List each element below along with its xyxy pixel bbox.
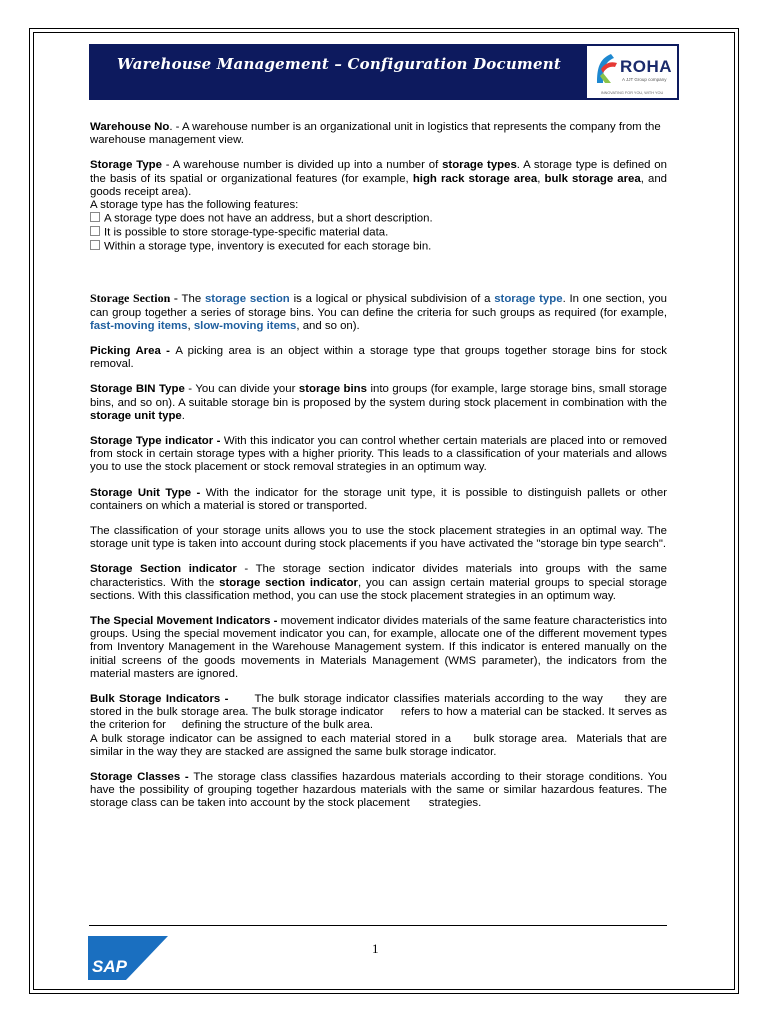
term-warehouse-no: Warehouse No (90, 121, 170, 133)
text: - A warehouse number is divided up into a number of (161, 159, 443, 172)
sap-logo (88, 936, 168, 980)
text: The bulk storage indicator classifies materials according to the way they are stored in the bulk storage area. The bulk storage indicator refers to how a material can be stacked. It serves as the criterion for defining the structure of the bulk area. (90, 693, 671, 732)
para-storage-unit-classification: The classification of your storage units allows you to use the stock placement strategies in an optimal way. The storage unit type is taken into account during stock placements if you have activated the "storage bin type search". (90, 524, 667, 551)
para-picking-area (90, 345, 667, 371)
bold-text: bulk storage area (544, 172, 641, 185)
text: . - A warehouse number is an organizational unit in logistics that represents the company from the warehouse management view. (90, 121, 661, 147)
checkbox-bullet-icon (90, 240, 100, 250)
text: The storage class classifies hazardous materials according to their storage conditions. You have the possibility of grouping together hazardous materials with the same or similar hazardous features. The storage class can be taken into account by the stock placement strategies. (90, 771, 686, 810)
link-storage-type[interactable]: storage type (494, 293, 563, 306)
bold-text: storage unit type (90, 409, 182, 422)
document-title: Warehouse Management – Configuration Document (117, 55, 561, 73)
para-storage-section (90, 292, 667, 333)
para-storage-unit-type (90, 487, 667, 513)
term-bulk-storage: Bulk Storage Indicators - (90, 693, 233, 705)
term-picking-area: Picking Area - (90, 344, 176, 357)
text: With the indicator for the storage unit type, it is possible to distinguish pallets or other containers on which a material is stored or transported. (90, 486, 668, 512)
term-storage-type: Storage Type (90, 159, 162, 172)
list-item (90, 240, 667, 254)
bold-text: storage types (442, 159, 517, 172)
term-storage-classes: Storage Classes - (90, 771, 194, 784)
text: , (537, 172, 545, 185)
footer-divider (89, 925, 667, 926)
link-storage-section[interactable]: storage section (204, 293, 290, 306)
term-storage-unit-type: Storage Unit Type - (90, 486, 206, 499)
para-storage-classes (90, 771, 686, 811)
features-intro: A storage type has the following features: (90, 199, 299, 212)
text: is a logical or physical subdivision of a (289, 293, 495, 306)
roha-logo-mark-icon (591, 51, 619, 85)
term-storage-bin-type: Storage BIN Type (90, 383, 185, 396)
roha-logo-subtext: A JJT Group company (622, 77, 667, 82)
bold-text: storage bins (298, 383, 367, 396)
checkbox-bullet-icon (90, 212, 100, 222)
para-storage-section-indicator (90, 563, 667, 603)
document-body (90, 121, 686, 811)
link-fast-moving-items[interactable]: fast-moving items (90, 319, 188, 332)
text: - You can divide your (184, 383, 299, 396)
list-item (90, 226, 667, 240)
para-storage-type-indicator (90, 435, 667, 475)
checkbox-bullet-icon (90, 226, 100, 236)
term-storage-type-indicator: Storage Type indicator - (90, 434, 224, 447)
text: A picking area is an object within a storage type that groups together storage bins for stock removal. (90, 344, 667, 371)
sap-logo-text: SAP (92, 957, 127, 976)
text: into groups (for example, large storage bins, small storage bins, and so on). A suitable storage bin is proposed by the system during stock placement in combination with the (90, 383, 667, 409)
text: The (181, 293, 205, 306)
para-warehouse-no (90, 121, 667, 147)
roha-logo-tagline: INNOVATING FOR YOU, WITH YOU (600, 91, 664, 95)
roha-logo-text: ROHA (620, 57, 673, 76)
text: , and goods receipt area). (90, 172, 667, 198)
text: , you can assign certain material groups to special storage sections. With this classification method, you can use the stock placement strategies in an optimum way. (90, 576, 667, 602)
page-number: 1 (372, 941, 379, 956)
text: A storage type does not have an address, but a short description. (104, 212, 433, 225)
text: , (187, 319, 194, 332)
term-storage-section-indicator: Storage Section indicator (90, 563, 237, 576)
text: . (181, 409, 185, 422)
text: movement indicator divides materials of the same feature characteristics into groups. Using the special movement indicator you can, for example, allocate one of the different movement types from Inventory Management in the Warehouse Management system. If this indicator is entered manually on the initial screens of the goods movements in Materials Management (WMS parameter), the indicators from the material masters are ignored. (90, 614, 667, 680)
link-slow-moving-items[interactable]: slow-moving items (193, 319, 297, 332)
term-special-movement: The Special Movement Indicators - (90, 614, 281, 627)
document-header (89, 44, 679, 100)
term-storage-section: Storage Section - (90, 291, 182, 306)
text: - The storage section indicator divides materials into groups with the same characteristics. With the (90, 563, 667, 589)
bold-text: storage section indicator (219, 576, 358, 589)
para-storage-bin-type (90, 383, 667, 423)
text: . In one section, you can group together a series of storage bins. You can define the criteria for such groups as required (for example, (90, 293, 668, 319)
text: , and so on). (296, 319, 360, 332)
text: With this indicator you can control whether certain materials are placed into or removed from stock in certain storage types with a higher priority. This leads to a classification of your materials and allows you to use the stock placement or stock removal strategies in an optimum way. (90, 434, 667, 474)
text: It is possible to store storage-type-specific material data. (104, 226, 389, 239)
bulk-storage-text2: A bulk storage indicator can be assigned to each material stored in a bulk storage area. Materials that are similar in the way they are stacked are assigned the same bulk storage indicator. (90, 732, 671, 758)
text: Within a storage type, inventory is executed for each storage bin. (104, 240, 432, 253)
para-special-movement (90, 615, 667, 681)
roha-logo (587, 46, 677, 98)
text: . A storage type is defined on the basis of its spatial or organizational features (for example, (90, 159, 667, 185)
bold-text: high rack storage area (412, 172, 538, 185)
para-storage-type (90, 159, 667, 253)
list-item (90, 212, 667, 226)
para-bulk-storage (90, 693, 671, 759)
